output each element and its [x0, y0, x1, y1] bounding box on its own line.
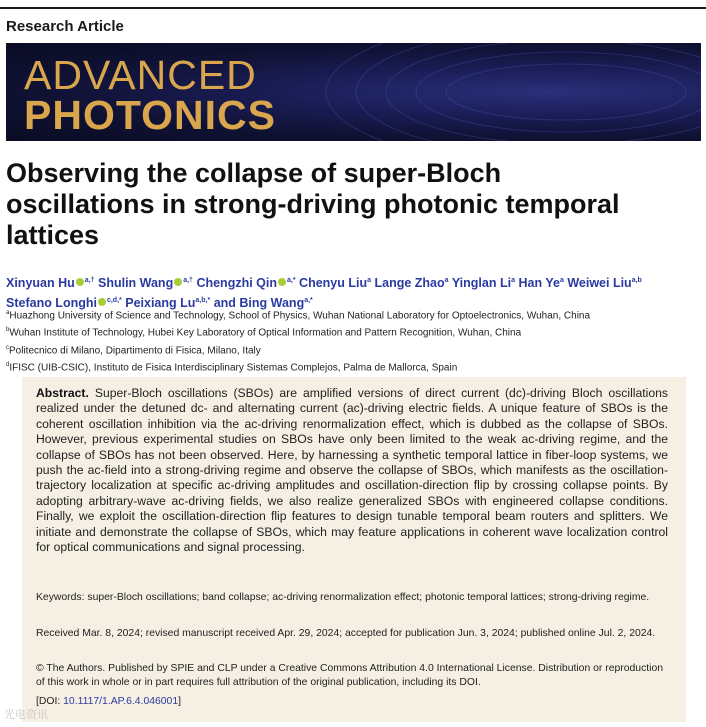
author-affil-sup: a,†	[183, 277, 193, 284]
affiliation-sup: a	[6, 310, 10, 316]
affiliation-item	[6, 358, 706, 375]
journal-banner	[6, 43, 701, 141]
doi-suffix: ]	[178, 696, 182, 707]
doi-line	[36, 695, 668, 709]
top-rule	[0, 7, 706, 9]
orcid-icon[interactable]	[278, 278, 286, 286]
author-name[interactable]: Han Ye	[518, 276, 560, 291]
doi-prefix: [DOI:	[36, 696, 64, 707]
author-name[interactable]: Stefano Longhi	[6, 296, 97, 311]
author-affil-sup: a,b	[631, 277, 642, 284]
affiliation-text: Huazhong University of Science and Technology, School of Physics, Wuhan National Laboratory for Optoelectronics, Wuhan, China	[9, 310, 591, 322]
affiliation-sup: d	[6, 361, 10, 368]
affiliation-text: IFISC (UIB-CSIC), Instituto de Fisica Interdisciplinary Sistemas Complejos, Palma de Mallorca, Spain	[9, 362, 458, 374]
article-type-label: Research Article	[6, 18, 124, 35]
received-dates: Received Mar. 8, 2024; revised manuscript received Apr. 29, 2024; accepted for publication Jun. 3, 2024; published online Jul. 2, 2024.	[36, 628, 656, 639]
author-name[interactable]: Peixiang Lu	[125, 296, 196, 311]
journal-logo-line1: ADVANCED	[24, 52, 257, 98]
keywords: Keywords: super-Bloch oscillations; band collapse; ac-driving renormalization effect; photonic temporal lattices; strong-driving regime.	[36, 592, 650, 603]
author-name[interactable]: Yinglan Li	[451, 276, 512, 291]
affiliation-sup: b	[6, 327, 10, 334]
journal-logo-line2: PHOTONICS	[24, 92, 276, 138]
affiliation-sup: c	[6, 344, 9, 351]
abstract-label: Abstract.	[36, 386, 89, 400]
author-conjunction: and	[213, 296, 236, 311]
affiliation-item	[6, 306, 706, 323]
affiliation-item	[6, 341, 706, 358]
author-affil-sup: a,*	[304, 297, 313, 305]
author-affil-sup: a	[444, 277, 449, 284]
abstract-paragraph	[36, 386, 668, 555]
affiliation-list	[6, 306, 706, 375]
abstract-text: Super-Bloch oscillations (SBOs) are amplified versions of direct current (dc)-driving Bloch oscillations realized under the detuned dc- and alternating current (ac)-driving electric fields. A unique feature of SBOs is the coherent oscillation inhibition via the ac-driving renormalization effect, which is dubbed as the collapse of SBOs. However, previous experimental studies on SBOs have only been limited to the weak ac-driving regime, and the collapse of SBOs has not been observed. Here, by harnessing a synthetic temporal lattice in fiber-loop systems, we push the ac-field into a strong-driving regime and observe the collapse of SBOs, which manifests as the oscillation-trajectory localization at specific ac-driving amplitudes and oscillation-direction flip by crossing collapse points. By adopting arbitrary-wave ac-driving fields, we also realize generalized SBOs with engineered collapse conditions. Finally, we exploit the oscillation-direction flip features to design tunable temporal beam routers and splitters. We initiate and demonstrate the collapse of SBOs, which may feature applications in coherent wave localization control for optical communications and signal processing.	[36, 386, 669, 555]
author-affil-sup: a	[367, 277, 372, 284]
author-affil-sup: a,†	[84, 277, 95, 284]
author-affil-sup: a,b,*	[195, 297, 211, 305]
author-name[interactable]: Weiwei Liu	[567, 276, 632, 291]
abstract-box	[22, 377, 686, 722]
author-name[interactable]: Chengzhi Qin	[196, 276, 277, 291]
license-statement: © The Authors. Published by SPIE and CLP under a Creative Commons Attribution 4.0 International License. Distribution or reproduction of this work in whole or in part requires full attribution of the original publication, including its DOI.	[36, 663, 664, 688]
author-name[interactable]: Shulin Wang	[97, 276, 174, 291]
author-name[interactable]: Chenyu Liu	[299, 276, 368, 291]
author-name[interactable]: Lange Zhao	[374, 276, 445, 291]
orcid-icon[interactable]	[174, 278, 182, 286]
affiliation-text: Politecnico di Milano, Dipartimento di Fisica, Milano, Italy	[9, 344, 261, 356]
author-name[interactable]: Bing Wang	[239, 296, 305, 311]
orcid-icon[interactable]	[76, 278, 84, 286]
author-affil-sup: a	[559, 277, 564, 284]
article-title: Observing the collapse of super-Bloch oscillations in strong-driving photonic temporal lattices	[6, 158, 620, 250]
author-affil-sup: a	[511, 277, 515, 284]
author-name[interactable]: Xinyuan Hu	[6, 276, 75, 291]
affiliation-text: Wuhan Institute of Technology, Hubei Key Laboratory of Optical Information and Pattern Recognition, Wuhan, China	[9, 327, 522, 339]
author-affil-sup: a,*	[287, 277, 296, 284]
doi-link[interactable]: 10.1117/1.AP.6.4.046001	[63, 696, 179, 707]
watermark: 光电资讯	[4, 709, 48, 721]
author-affil-sup: c,d,*	[106, 297, 122, 305]
affiliation-item	[6, 323, 706, 340]
